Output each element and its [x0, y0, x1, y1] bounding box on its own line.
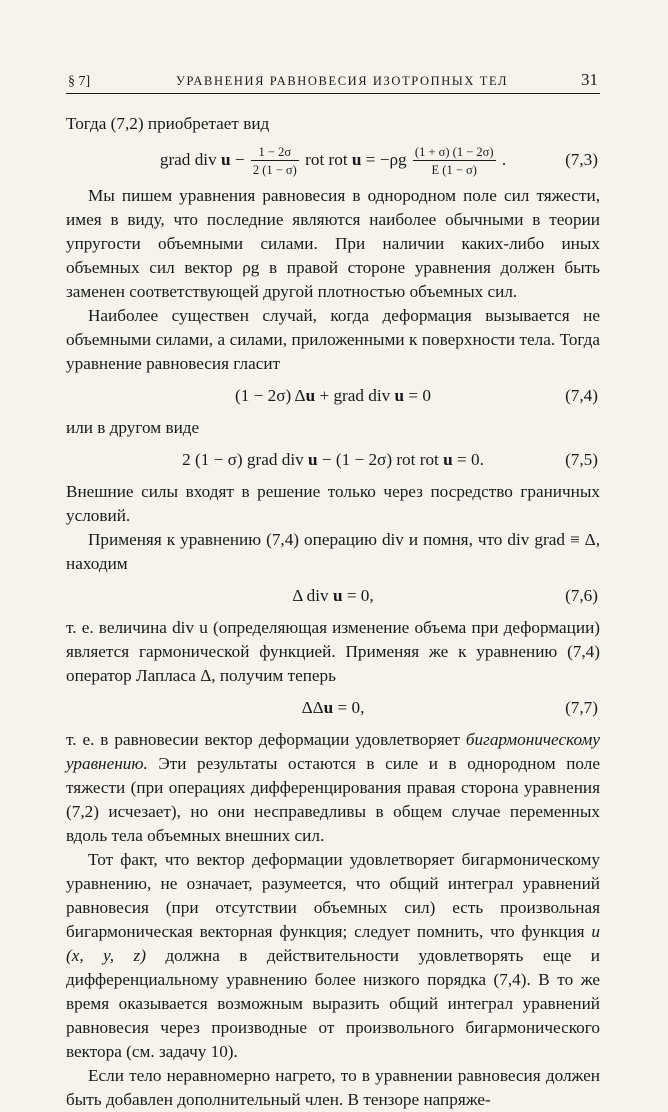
equation-7-4 [66, 376, 600, 416]
equation-number: (7,6) [565, 586, 598, 605]
page-number: 31 [581, 70, 598, 89]
text-run: Тот факт, что вектор деформации удовлетворяет бигармоническому уравнению, не означает, разумеется, что общий интеграл уравнений равновесия (при отсутствии объемных сил) есть произвольная бигармоническая векторная функция; следует помнить, что функция [66, 850, 600, 941]
paragraph-4: или в другом виде [66, 418, 200, 437]
eq-7-3-term: − [230, 150, 249, 169]
eq-term: ΔΔ [301, 698, 324, 717]
vector-u: u [323, 698, 334, 717]
equation-7-3 [66, 136, 600, 184]
equation-7-5 [66, 440, 600, 480]
eq-term: = 0 [404, 386, 431, 405]
fraction-denominator: 2 (1 − σ) [252, 163, 297, 178]
equation-number: (7,4) [565, 386, 598, 405]
paragraph-8 [66, 728, 600, 848]
eq-7-3-term: = −ρg [361, 150, 411, 169]
vector-u: u [332, 586, 343, 605]
paragraph-10: Если тело неравномерно нагрето, то в уравнении равновесия должен быть добавлен дополнительный член. В тензоре напряже- [66, 1066, 600, 1109]
function-expression: u (x, y, z) [66, 922, 600, 965]
eq-term: + grad div [315, 386, 395, 405]
text-run: т. е. в равновесии вектор деформации удовлетворяет [66, 730, 466, 749]
text-run: Эти результаты остаются в силе и в однородном поле тяжести (при операциях дифференцирования правая сторона уравнения (7,2) исчезает), но они несправедливы в общем случае переменных вдоль тела объемных внешних сил. [66, 754, 600, 845]
vector-u: u [308, 450, 318, 469]
fraction-denominator: E (1 − σ) [431, 163, 477, 178]
fraction-sigma [251, 145, 299, 177]
header-title: УРАВНЕНИЯ РАВНОВЕСИЯ ИЗОТРОПНЫХ ТЕЛ [176, 74, 509, 88]
paragraph-7: т. е. величина div u (определяющая изменение объема при деформации) является гармонической функцией. Применяя же к уравнению (7,4) оператор Лапласа Δ, получим теперь [66, 618, 600, 685]
eq-7-3-term: . [497, 150, 507, 169]
vector-u: u [394, 386, 405, 405]
page-body [66, 112, 600, 1112]
eq-term: − (1 − 2σ) rot rot [317, 450, 444, 469]
eq-term: = 0, [342, 586, 374, 605]
eq-7-3-term: grad div [159, 150, 221, 169]
paragraph-2: Мы пишем уравнения равновесия в однородном поле сил тяжести, имея в виду, что последние являются наиболее обычными в теории упругости объемными силами. При наличии каких-либо иных объемных сил вектор ρg в правой стороне уравнения должен быть заменен соответствующей другой плотностью объемных сил. [66, 186, 600, 301]
paragraph-6: Применяя к уравнению (7,4) операцию div и помня, что div grad ≡ Δ, находим [66, 530, 600, 573]
vector-u: u [305, 386, 316, 405]
eq-term: = 0, [333, 698, 365, 717]
paragraph-9 [66, 848, 600, 1064]
fraction-rhs [413, 145, 496, 177]
eq-term: = 0. [452, 450, 484, 469]
paragraph-1: Тогда (7,2) приобретает вид [66, 114, 270, 133]
eq-term: 2 (1 − σ) grad div [182, 450, 308, 469]
equation-7-6 [66, 576, 600, 616]
running-header [66, 70, 600, 94]
paragraph-5: Внешние силы входят в решение только через посредство граничных условий. [66, 482, 600, 525]
fraction-numerator: 1 − 2σ [251, 145, 299, 161]
vector-u: u [351, 150, 362, 169]
vector-u: u [443, 450, 453, 469]
page [66, 70, 600, 1112]
section-label: § 7] [68, 74, 91, 89]
paragraph-3: Наиболее существен случай, когда деформация вызывается не объемными силами, а силами, приложенными к поверхности тела. Тогда уравнение равновесия гласит [66, 306, 600, 373]
vector-u: u [220, 150, 231, 169]
text-run: должна в действительности удовлетворять еще и дифференциальному уравнению более низкого порядка (7,4). В то же время оказывается возможным выразить общий интеграл уравнений равновесия через производные от произвольного бигармонического вектора (см. задачу 10). [66, 946, 600, 1061]
equation-number: (7,7) [565, 698, 598, 717]
eq-term: Δ div [292, 586, 333, 605]
equation-number: (7,5) [565, 450, 598, 469]
eq-7-3-term: rot rot [300, 150, 352, 169]
fraction-numerator: (1 + σ) (1 − 2σ) [414, 145, 494, 160]
header-rule [66, 93, 600, 94]
equation-7-7 [66, 688, 600, 728]
equation-number: (7,3) [565, 150, 598, 169]
emphasis-term: бигармоническому уравнению. [66, 730, 600, 773]
eq-term: (1 − 2σ) Δ [235, 386, 306, 405]
